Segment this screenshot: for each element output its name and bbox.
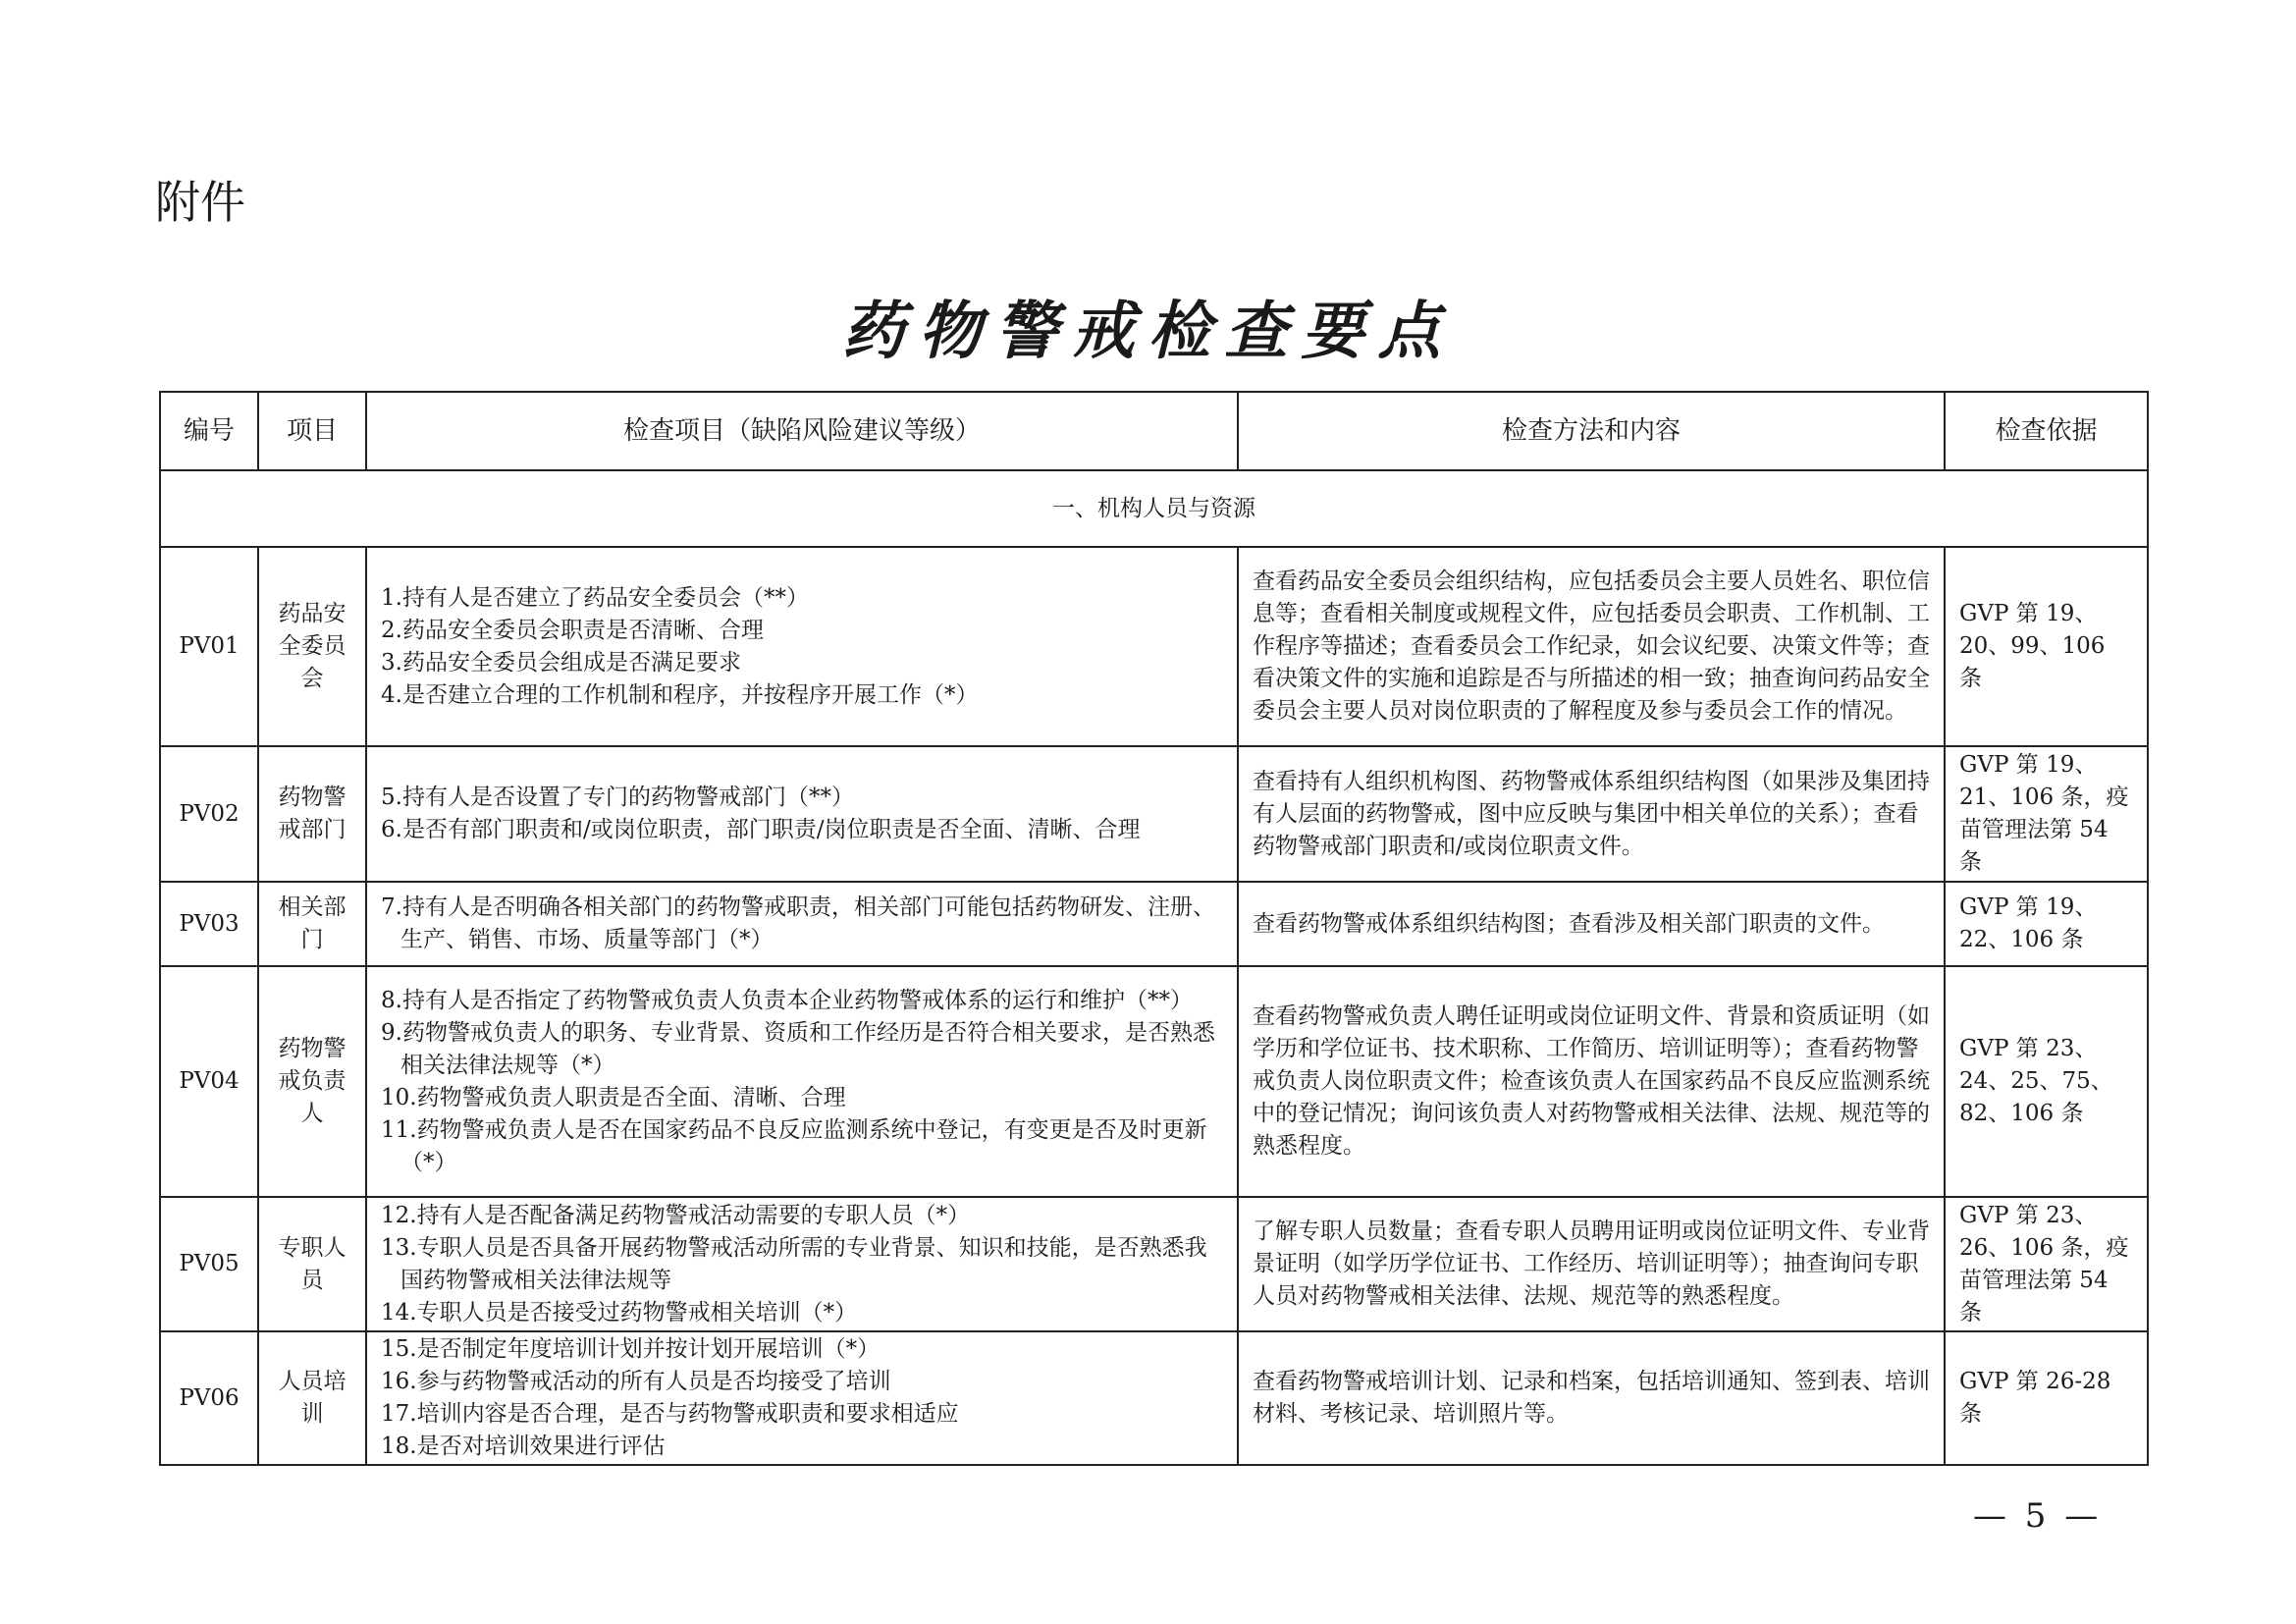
row-method: 查看药品安全委员会组织结构，应包括委员会主要人员姓名、职位信息等；查看相关制度或规程文件，应包括委员会职责、工作机制、工作程序等描述；查看委员会工作纪录，如会议纪要、决策文件等；查看决策文件的实施和追踪是否与所描述的相一致；抽查询问药品安全委员会主要人员对岗位职责的了解程度及参与委员会工作的情况。 <box>1238 547 1945 746</box>
check-line: 10.药物警戒负责人职责是否全面、清晰、合理 <box>381 1084 846 1110</box>
row-item: 药品安全委员会 <box>258 547 366 746</box>
row-item: 人员培训 <box>258 1331 366 1465</box>
row-method: 查看药物警戒培训计划、记录和档案，包括培训通知、签到表、培训材料、考核记录、培训照片等。 <box>1238 1331 1945 1465</box>
row-code: PV05 <box>160 1197 258 1331</box>
check-line: 11.药物警戒负责人是否在国家药品不良反应监测系统中登记，有变更是否及时更新（*） <box>381 1116 1207 1175</box>
row-checks <box>366 547 1238 746</box>
table-row <box>160 882 2148 966</box>
row-basis: GVP 第 26-28 条 <box>1945 1331 2148 1465</box>
check-line: 18.是否对培训效果进行评估 <box>381 1434 666 1459</box>
row-code: PV03 <box>160 882 258 966</box>
section-title: 一、机构人员与资源 <box>160 470 2148 547</box>
inspection-table <box>159 391 2149 1466</box>
row-basis: GVP 第 23、26、106 条，疫苗管理法第 54 条 <box>1945 1197 2148 1331</box>
table-row <box>160 1331 2148 1465</box>
row-checks <box>366 746 1238 882</box>
check-line: 9.药物警戒负责人的职务、专业背景、资质和工作经历是否符合相关要求，是否熟悉相关法律法规等（*） <box>381 1019 1215 1078</box>
header-item: 项目 <box>258 392 366 470</box>
table-row <box>160 966 2148 1197</box>
row-code: PV01 <box>160 547 258 746</box>
row-checks <box>366 966 1238 1197</box>
check-line: 12.持有人是否配备满足药物警戒活动需要的专职人员（*） <box>381 1202 971 1228</box>
check-line: 16.参与药物警戒活动的所有人员是否均接受了培训 <box>381 1369 891 1394</box>
row-basis: GVP 第 19、22、106 条 <box>1945 882 2148 966</box>
row-item: 专职人员 <box>258 1197 366 1331</box>
table-header-row <box>160 392 2148 470</box>
attachment-label: 附件 <box>155 176 245 229</box>
check-line: 4.是否建立合理的工作机制和程序，并按程序开展工作（*） <box>381 681 979 708</box>
check-line: 13.专职人员是否具备开展药物警戒活动所需的专业背景、知识和技能，是否熟悉我国药物警戒相关法律法规等 <box>381 1234 1207 1293</box>
row-code: PV04 <box>160 966 258 1197</box>
document-title: 药物警戒检查要点 <box>841 295 1455 368</box>
row-basis: GVP 第 23、24、25、75、82、106 条 <box>1945 966 2148 1197</box>
check-line: 1.持有人是否建立了药品安全委员会（**） <box>381 584 809 611</box>
section-row <box>160 470 2148 547</box>
check-line: 5.持有人是否设置了专门的药物警戒部门（**） <box>381 785 854 810</box>
row-code: PV02 <box>160 746 258 882</box>
header-method: 检查方法和内容 <box>1238 392 1945 470</box>
table-row <box>160 746 2148 882</box>
page-number: — 5 — <box>1973 1496 2103 1536</box>
table-row <box>160 547 2148 746</box>
row-code: PV06 <box>160 1331 258 1465</box>
check-line: 3.药品安全委员会组成是否满足要求 <box>381 649 741 676</box>
check-line: 8.持有人是否指定了药物警戒负责人负责本企业药物警戒体系的运行和维护（**） <box>381 987 1193 1013</box>
header-code: 编号 <box>160 392 258 470</box>
row-item: 药物警戒部门 <box>258 746 366 882</box>
row-checks <box>366 882 1238 966</box>
row-method: 查看药物警戒体系组织结构图；查看涉及相关部门职责的文件。 <box>1238 882 1945 966</box>
header-basis: 检查依据 <box>1945 392 2148 470</box>
check-line: 2.药品安全委员会职责是否清晰、合理 <box>381 617 764 643</box>
check-line: 14.专职人员是否接受过药物警戒相关培训（*） <box>381 1299 858 1326</box>
header-checks: 检查项目（缺陷风险建议等级） <box>366 392 1238 470</box>
row-checks <box>366 1197 1238 1331</box>
row-checks <box>366 1331 1238 1465</box>
table-row <box>160 1197 2148 1331</box>
row-method: 了解专职人员数量；查看专职人员聘用证明或岗位证明文件、专业背景证明（如学历学位证书、工作经历、培训证明等）；抽查询问专职人员对药物警戒相关法律、法规、规范等的熟悉程度。 <box>1238 1197 1945 1331</box>
row-item: 药物警戒负责人 <box>258 966 366 1197</box>
row-method: 查看药物警戒负责人聘任证明或岗位证明文件、背景和资质证明（如学历和学位证书、技术职称、工作简历、培训证明等）；查看药物警戒负责人岗位职责文件；检查该负责人在国家药品不良反应监测系统中的登记情况；询问该负责人对药物警戒相关法律、法规、规范等的熟悉程度。 <box>1238 966 1945 1197</box>
check-line: 6.是否有部门职责和/或岗位职责，部门职责/岗位职责是否全面、清晰、合理 <box>381 817 1141 842</box>
check-line: 15.是否制定年度培训计划并按计划开展培训（*） <box>381 1336 881 1362</box>
check-line: 7.持有人是否明确各相关部门的药物警戒职责，相关部门可能包括药物研发、注册、生产、销售、市场、质量等部门（*） <box>381 894 1215 952</box>
row-item: 相关部门 <box>258 882 366 966</box>
row-basis: GVP 第 19、20、99、106 条 <box>1945 547 2148 746</box>
check-line: 17.培训内容是否合理，是否与药物警戒职责和要求相适应 <box>381 1401 959 1427</box>
row-method: 查看持有人组织机构图、药物警戒体系组织结构图（如果涉及集团持有人层面的药物警戒，图中应反映与集团中相关单位的关系）；查看药物警戒部门职责和/或岗位职责文件。 <box>1238 746 1945 882</box>
row-basis: GVP 第 19、21、106 条，疫苗管理法第 54 条 <box>1945 746 2148 882</box>
